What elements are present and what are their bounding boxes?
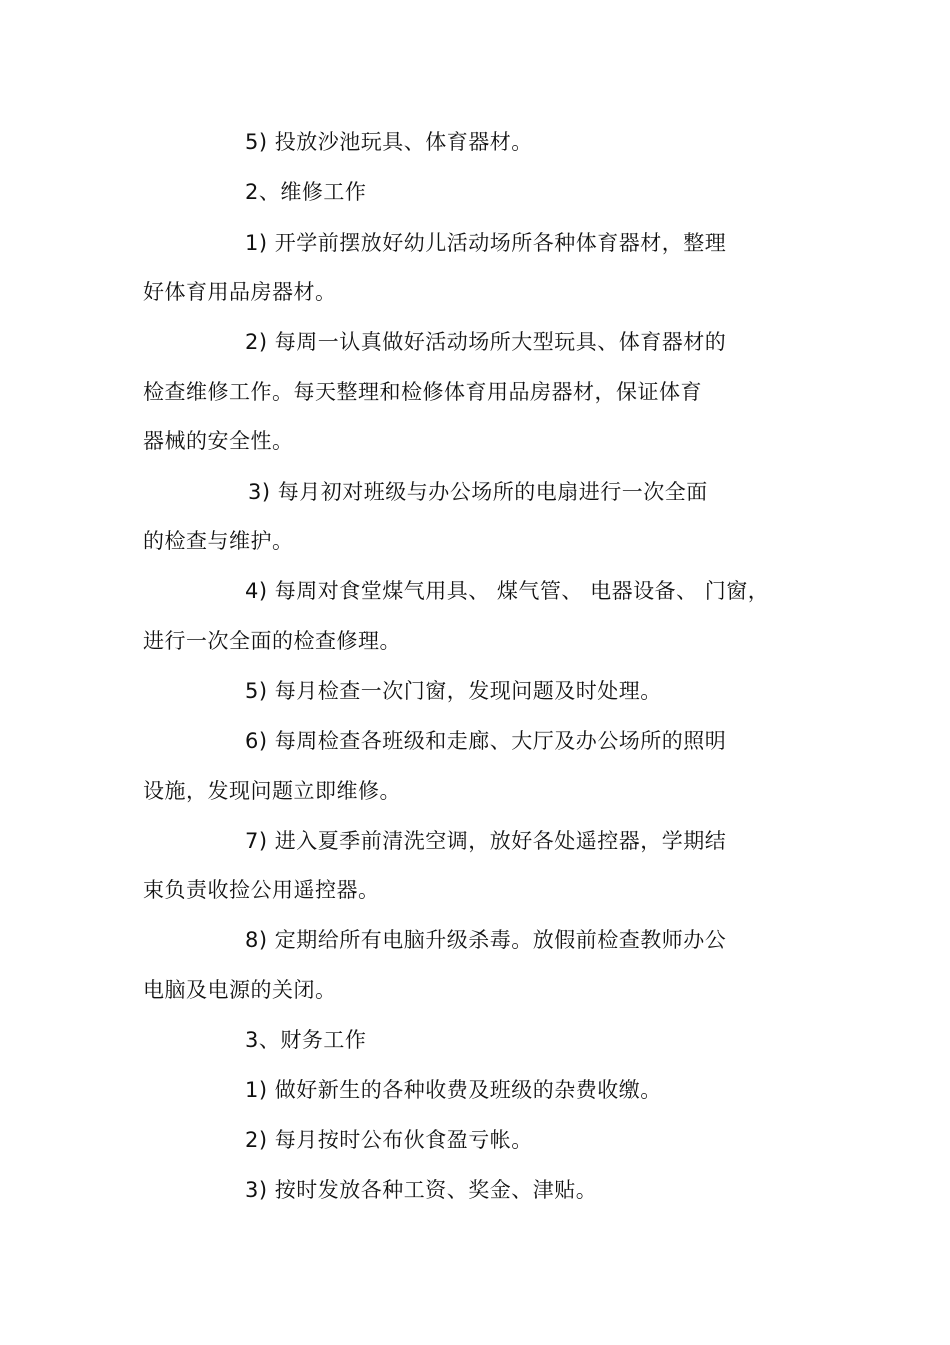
text-line: 7) 进入夏季前清洗空调，放好各处遥控器，学期结: [245, 829, 727, 853]
text-line: 检查维修工作。每天整理和检修体育用品房器材，保证体育: [143, 380, 702, 404]
section-heading: 3、财务工作: [245, 1028, 367, 1052]
text-line: 器械的安全性。: [143, 429, 294, 453]
text-line: 的检查与维护。: [143, 529, 294, 553]
text-line: 1) 做好新生的各种收费及班级的杂费收缴。: [245, 1078, 662, 1102]
text-line: 6) 每周检查各班级和走廊、大厅及办公场所的照明: [245, 729, 727, 753]
text-line: 束负责收捡公用遥控器。: [143, 878, 380, 902]
text-line: 3) 按时发放各种工资、奖金、津贴。: [245, 1178, 598, 1202]
text-line: 5) 每月检查一次门窗，发现问题及时处理。: [245, 679, 662, 703]
text-line: 进行一次全面的检查修理。: [143, 629, 401, 653]
text-line: 8) 定期给所有电脑升级杀毒。放假前检查教师办公: [245, 928, 727, 952]
text-line: 电脑及电源的关闭。: [143, 978, 337, 1002]
text-line: 好体育用品房器材。: [143, 280, 337, 304]
text-line: 3) 每月初对班级与办公场所的电扇进行一次全面: [248, 480, 708, 504]
text-line: 设施，发现问题立即维修。: [143, 779, 401, 803]
text-line: 4) 每周对食堂煤气用具、 煤气管、 电器设备、 门窗，: [245, 579, 770, 603]
text-line: 5) 投放沙池玩具、体育器材。: [245, 130, 533, 154]
text-line: 2) 每周一认真做好活动场所大型玩具、体育器材的: [245, 330, 727, 354]
text-line: 1) 开学前摆放好幼儿活动场所各种体育器材，整理: [245, 231, 727, 255]
section-heading: 2、维修工作: [245, 180, 367, 204]
text-line: 2) 每月按时公布伙食盈亏帐。: [245, 1128, 533, 1152]
